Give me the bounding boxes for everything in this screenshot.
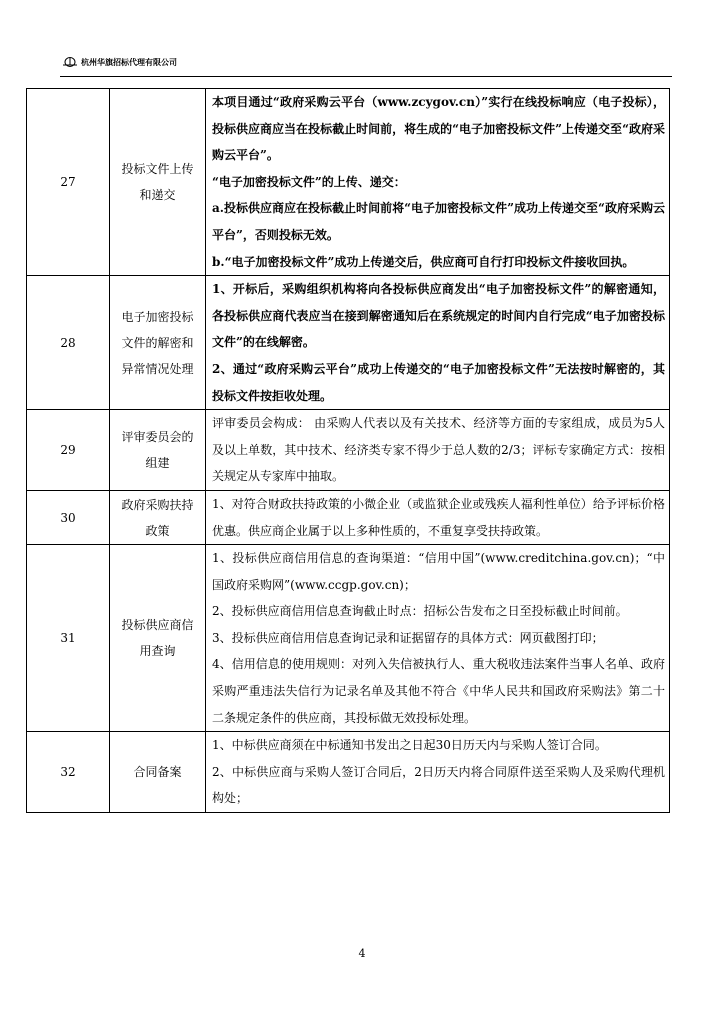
row-content [206,490,670,544]
row-content [206,276,670,410]
content-paragraph: 评审委员会构成： 由采购人代表以及有关技术、经济等方面的专家组成，成员为5人及以上单数，其中技术、经济类专家不得少于总人数的2/3；评标专家确定方式：按相关规定从专家库中抽取。 [212,416,665,484]
header-divider [60,76,672,77]
row-number: 29 [27,410,110,491]
content-paragraph: 4、信用信息的使用规则：对列入失信被执行人、重大税收违法案件当事人名单、政府采购严重违法失信行为记录名单及其他不符合《中华人民共和国政府采购法》第二十二条规定条件的供应商，其投标做无效投标处理。 [212,657,665,725]
bidding-terms-table [26,88,670,813]
row-number: 30 [27,490,110,544]
content-paragraph: 1、开标后，采购组织机构将向各投标供应商发出“电子加密投标文件”的解密通知，各投标供应商代表应当在接到解密通知后在系统规定的时间内自行完成“电子加密投标文件”的在线解密。 [212,282,665,350]
table-row [27,89,670,276]
row-content [206,545,670,732]
content-paragraph: 2、投标供应商信用信息查询截止时点：招标公告发布之日至投标截止时间前。 [212,604,628,619]
row-number: 27 [27,89,110,276]
table-row [27,490,670,544]
document-header [62,56,177,68]
row-number: 28 [27,276,110,410]
table-row [27,276,670,410]
row-item-name: 投标文件上传和递交 [110,89,206,276]
page-number: 4 [358,947,366,960]
content-paragraph: 2、通过“政府采购云平台”成功上传递交的“电子加密投标文件”无法按时解密的，其投标文件按拒收处理。 [212,361,665,403]
table-row [27,545,670,732]
content-paragraph: 1、中标供应商须在中标通知书发出之日起30日历天内与采购人签订合同。 [212,738,607,753]
row-content [206,410,670,491]
content-paragraph: 1、对符合财政扶持政策的小微企业（或监狱企业或残疾人福利性单位）给予评标价格优惠。供应商企业属于以上多种性质的，不重复享受扶持政策。 [212,496,665,538]
row-item-name: 合同备案 [110,732,206,813]
row-number: 32 [27,732,110,813]
row-content [206,89,670,276]
row-item-name: 电子加密投标文件的解密和异常情况处理 [110,276,206,410]
content-paragraph: b.“电子加密投标文件”成功上传递交后，供应商可自行打印投标文件接收回执。 [212,254,635,269]
content-paragraph: a.投标供应商应在投标截止时间前将“电子加密投标文件”成功上传递交至“政府采购云平台”，否则投标无效。 [212,201,665,242]
company-name: 杭州华旗招标代理有限公司 [81,57,177,67]
table-row [27,410,670,491]
row-number: 31 [27,545,110,732]
content-paragraph: 2、中标供应商与采购人签订合同后，2日历天内将合同原件送至采购人及采购代理机构处； [212,764,665,806]
row-item-name: 政府采购扶持政策 [110,490,206,544]
row-item-name: 投标供应商信用查询 [110,545,206,732]
table-row [27,732,670,813]
company-logo-icon [62,56,78,68]
row-content [206,732,670,813]
content-paragraph: “电子加密投标文件”的上传、递交： [212,174,406,189]
content-paragraph: 本项目通过“政府采购云平台（www.zcygov.cn）”实行在线投标响应（电子投标），投标供应商应当在投标截止时间前，将生成的“电子加密投标文件”上传递交至“政府采购云平台”。 [212,95,665,163]
row-item-name: 评审委员会的组建 [110,410,206,491]
content-paragraph: 3、投标供应商信用信息查询记录和证据留存的具体方式：网页截图打印； [212,630,604,645]
content-paragraph: 1、投标供应商信用信息的查询渠道：“信用中国”(www.creditchina.gov.cn)；“中国政府采购网”(www.ccgp.gov.cn)； [212,551,665,592]
